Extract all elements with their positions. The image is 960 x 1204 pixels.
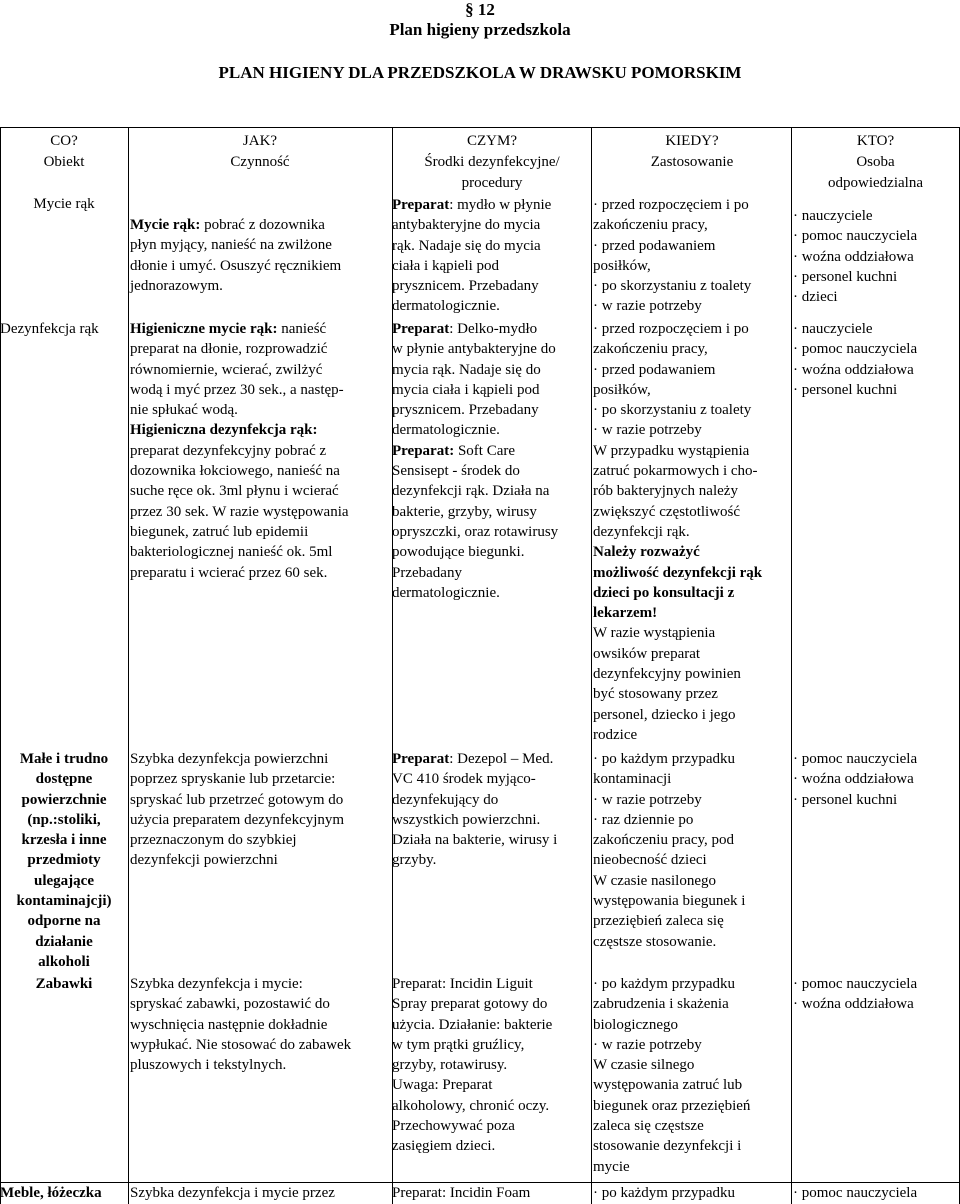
bold-label: Preparat <box>392 321 450 337</box>
cell-line: kontaminajcji) <box>16 893 112 910</box>
cell-line: · po każdym przypadku <box>593 976 736 992</box>
row-who-hand-disinfection <box>793 319 960 400</box>
row-object-furniture <box>0 1183 132 1203</box>
bold-label: Higieniczne mycie rąk: <box>130 321 278 337</box>
header-line: Zastosowanie <box>650 154 734 170</box>
header-line: JAK? <box>242 133 278 149</box>
cell-line: zaleca się częstsze <box>593 1118 704 1135</box>
cell-line: mycia rąk. Nadaje się do <box>392 361 541 378</box>
cell-line: zakończeniu pracy, <box>593 341 708 358</box>
row-agent-hand-washing <box>392 195 592 317</box>
text: : mydło w płynie <box>449 197 552 213</box>
cell-line: nie spłukać wodą. <box>130 402 238 419</box>
bold-label: Preparat: <box>392 442 455 459</box>
cell-line: wodą i myć przez 30 sek., a następ- <box>130 381 344 398</box>
cell-line: dezynfekcji rąk. <box>593 523 690 540</box>
cell-line: grzyby, rotawirusy. <box>392 1057 508 1074</box>
cell-line: Dezynfekcja rąk <box>0 321 99 337</box>
cell-line: być stosowany przez <box>593 686 718 703</box>
cell-line: Mycie rąk <box>33 196 95 212</box>
cell-line: powodujące biegunki. <box>392 544 525 561</box>
cell-line: rąk. Nadaje się do mycia <box>392 237 541 254</box>
cell-line: · pomoc nauczyciela <box>793 751 918 767</box>
cell-line: preparat na dłonie, rozprowadzić <box>130 341 328 358</box>
cell-line: VC 410 środek myjąco- <box>392 771 536 788</box>
cell-line: W razie wystąpienia <box>593 625 716 642</box>
cell-line: dezynfekcji powierzchni <box>130 852 278 869</box>
cell-line: użycia. Działanie: bakterie <box>392 1016 553 1033</box>
cell-line: · woźna oddziałowa <box>793 361 914 378</box>
cell-line: spryskać zabawki, pozostawić do <box>130 996 330 1013</box>
cell-line: dezynfekujący do <box>392 791 499 808</box>
cell-line: pluszowych i tekstylnych. <box>130 1057 287 1074</box>
header-line: KTO? <box>856 133 895 149</box>
column-divider <box>128 127 129 1204</box>
cell-line: przeznaczonym do szybkiej <box>130 832 297 849</box>
row-agent-surfaces <box>392 749 592 871</box>
cell-line: Spray preparat gotowy do <box>392 996 548 1013</box>
header-jak <box>128 131 392 173</box>
cell-line: · woźna oddziałowa <box>793 771 914 788</box>
cell-line: · w razie potrzeby <box>593 791 702 808</box>
cell-line: · personel kuchni <box>793 791 898 808</box>
row-method-hand-disinfection <box>130 319 392 583</box>
cell-line: odporne na <box>27 913 101 930</box>
row-method-surfaces <box>130 749 392 871</box>
header-czym <box>392 131 592 194</box>
cell-line: · przed podawaniem <box>593 237 716 254</box>
header-line: CZYM? <box>467 133 517 149</box>
row-agent-hand-disinfection <box>392 319 592 603</box>
cell-line: · przed rozpoczęciem i po <box>593 321 749 337</box>
cell-line: · pomoc nauczyciela <box>793 228 918 245</box>
table-border-top <box>0 127 960 128</box>
cell-line: mycia ciała i kąpieli pod <box>392 381 540 398</box>
cell-line: mycie <box>593 1158 630 1175</box>
header-line: KIEDY? <box>665 133 719 149</box>
row-who-surfaces <box>793 749 960 810</box>
row-object-hand-washing <box>0 194 128 214</box>
cell-line: Należy rozważyć <box>593 544 700 561</box>
row-when-hand-washing <box>593 195 793 317</box>
cell-line: płyn myjący, nanieść na zwilżone <box>130 237 332 254</box>
cell-line: bakteriologicznej nanieść ok. 5ml <box>130 544 333 561</box>
cell-line: Szybka dezynfekcja powierzchni <box>130 751 329 767</box>
cell-line: dzieci po konsultacji z <box>593 584 735 601</box>
cell-line: przeziębień zaleca się <box>593 913 724 930</box>
cell-line: · w razie potrzeby <box>593 1036 702 1053</box>
cell-line: zasięgiem dzieci. <box>392 1138 496 1155</box>
cell-line: w płynie antybakteryjne do <box>392 341 556 358</box>
cell-line: równomiernie, wcierać, zwilżyć <box>130 361 323 378</box>
cell-line: poprzez spryskanie lub przetarcie: <box>130 771 336 788</box>
cell-line: · w razie potrzeby <box>593 298 702 315</box>
cell-line: stosowanie dezynfekcji i <box>593 1138 742 1155</box>
cell-line: rodzice <box>593 726 638 743</box>
cell-line: · nauczyciele <box>793 321 873 337</box>
cell-line: · po skorzystaniu z toalety <box>593 402 752 419</box>
cell-line: · pomoc nauczyciela <box>793 341 918 358</box>
cell-line: działanie <box>35 933 93 950</box>
cell-line: · w razie potrzeby <box>593 422 702 439</box>
cell-line: alkoholowy, chronić oczy. <box>392 1097 550 1114</box>
cell-line: · po każdym przypadku <box>593 751 736 767</box>
cell-line: zakończeniu pracy, <box>593 217 708 234</box>
text: : Dezepol – Med. <box>449 751 554 767</box>
row-object-toys <box>0 974 128 994</box>
cell-line: · nauczyciele <box>793 208 873 224</box>
cell-line <box>392 195 592 215</box>
document-title: PLAN HIGIENY DLA PRZEDSZKOLA W DRAWSKU POMORSKIM <box>218 63 742 82</box>
cell-line: Higieniczna dezynfekcja rąk: <box>130 422 318 439</box>
cell-line: · przed podawaniem <box>593 361 716 378</box>
header-line: odpowiedzialna <box>828 175 923 191</box>
header-line: CO? <box>50 133 78 149</box>
text: : Delko-mydło <box>449 321 538 337</box>
header-line: Osoba <box>856 154 895 170</box>
cell-line: preparatu i wcierać przez 60 sek. <box>130 564 328 581</box>
cell-line: antybakteryjne do mycia <box>392 217 541 234</box>
cell-line: dermatologicznie. <box>392 584 500 601</box>
cell-line: nieobecność dzieci <box>593 852 707 869</box>
row-method-toys <box>130 974 392 1075</box>
cell-line: grzyby. <box>392 852 437 869</box>
row-method-hand-washing <box>130 215 392 296</box>
row-who-hand-washing <box>793 206 960 307</box>
cell-line: użycia preparatem dezynfekcyjnym <box>130 811 345 828</box>
cell-line: · po skorzystaniu z toalety <box>593 278 752 295</box>
bold-label: Mycie rąk: <box>130 217 201 233</box>
cell-line: Preparat: Incidin Foam <box>392 1185 531 1201</box>
cell-line: przez 30 sek. W razie występowania <box>130 503 349 520</box>
cell-line <box>130 319 392 339</box>
cell-line <box>392 749 592 769</box>
cell-line: występowania biegunek i <box>593 893 746 910</box>
row-agent-toys <box>392 974 592 1157</box>
cell-line: preparat dezynfekcyjny pobrać z <box>130 442 327 459</box>
cell-line: zatruć pokarmowych i cho- <box>593 463 758 480</box>
bold-label: Preparat <box>392 751 450 767</box>
cell-line <box>130 215 392 235</box>
text: pobrać z dozownika <box>204 217 325 233</box>
cell-line: owsików preparat <box>593 645 701 662</box>
cell-line <box>392 441 592 461</box>
row-who-furniture <box>793 1183 960 1203</box>
cell-line: dozownika łokciowego, nanieść na <box>130 463 340 480</box>
cell-line: · przed rozpoczęciem i po <box>593 197 749 213</box>
cell-line: krzesła i inne <box>21 832 107 849</box>
cell-line: posiłków, <box>593 257 651 274</box>
cell-line: zabrudzenia i skażenia <box>593 996 729 1013</box>
text: Soft Care <box>457 442 516 459</box>
cell-line: Działa na bakterie, wirusy i <box>392 832 558 849</box>
cell-line: biegunek oraz przeziębień <box>593 1097 751 1114</box>
cell-line: dezynfekcyjny powinien <box>593 666 741 683</box>
cell-line: przedmioty <box>27 852 101 869</box>
cell-line: dermatologicznie. <box>392 422 500 439</box>
cell-line: ciała i kąpieli pod <box>392 257 500 274</box>
cell-line: dezynfekcji rąk. Działa na <box>392 483 550 500</box>
cell-line: dostępne <box>35 771 93 788</box>
cell-line: wyschnięcia następnie dokładnie <box>130 1016 328 1033</box>
cell-line: Sensisept - środek do <box>392 463 520 480</box>
header-line: Środki dezynfekcyjne/ <box>424 154 560 170</box>
header-line: Czynność <box>230 154 290 170</box>
cell-line: prysznicem. Przebadany <box>392 278 539 295</box>
row-when-furniture <box>593 1183 793 1203</box>
cell-line: suche ręce ok. 3ml płynu i wcierać <box>130 483 339 500</box>
cell-line: · raz dziennie po <box>593 811 694 828</box>
cell-line: · personel kuchni <box>793 268 898 285</box>
table-border-left <box>0 127 1 1204</box>
cell-line: rób bakteryjnych należy <box>593 483 738 500</box>
cell-line: (np.:stoliki, <box>27 811 101 828</box>
cell-line <box>392 319 592 339</box>
cell-line: częstsze stosowanie. <box>593 933 717 950</box>
cell-line: biegunek, zatruć lub epidemii <box>130 523 309 540</box>
cell-line: możliwość dezynfekcji rąk <box>593 564 763 581</box>
cell-line: · woźna oddziałowa <box>793 996 914 1013</box>
row-who-toys <box>793 974 960 1015</box>
cell-line: Zabawki <box>35 976 93 992</box>
cell-line: powierzchnie <box>21 791 107 808</box>
cell-line: prysznicem. Przebadany <box>392 402 539 419</box>
cell-line: ulegające <box>34 872 94 889</box>
row-agent-furniture <box>392 1183 592 1203</box>
header-line: procedury <box>461 175 523 191</box>
cell-line: Małe i trudno <box>19 751 109 767</box>
row-when-hand-disinfection <box>593 319 793 745</box>
cell-line: opryszczki, oraz rotawirusy <box>392 523 559 540</box>
cell-line: dermatologicznie. <box>392 298 500 315</box>
cell-line: Przechowywać poza <box>392 1118 515 1135</box>
header-co <box>0 131 128 173</box>
bold-label: Preparat <box>392 197 450 213</box>
header-kto <box>792 131 959 194</box>
cell-line: spryskać lub przetrzeć gotowym do <box>130 791 344 808</box>
cell-line: personel, dziecko i jego <box>593 706 736 723</box>
cell-line: wypłukać. Nie stosować do zabawek <box>130 1036 352 1053</box>
cell-line: dłonie i umyć. Osuszyć ręcznikiem <box>130 257 342 274</box>
page-number: § 12 <box>465 0 495 19</box>
cell-line: posiłków, <box>593 381 651 398</box>
header-line: Obiekt <box>43 154 85 170</box>
cell-line: Szybka dezynfekcja i mycie przez <box>130 1185 335 1201</box>
cell-line: · personel kuchni <box>793 381 898 398</box>
cell-line: Szybka dezynfekcja i mycie: <box>130 976 303 992</box>
cell-line: jednorazowym. <box>130 277 223 294</box>
cell-line: występowania zatruć lub <box>593 1077 743 1094</box>
cell-line: wszystkich powierzchni. <box>392 811 541 828</box>
cell-line: · po każdym przypadku <box>593 1185 736 1201</box>
cell-line: zwiększyć częstotliwość <box>593 503 741 520</box>
cell-line: W czasie silnego <box>593 1057 695 1074</box>
cell-line: · woźna oddziałowa <box>793 248 914 265</box>
cell-line: W przypadku wystąpienia <box>593 442 750 459</box>
cell-line: kontaminacji <box>593 771 672 788</box>
row-object-surfaces <box>0 749 128 972</box>
row-method-furniture <box>130 1183 392 1203</box>
cell-line: Przebadany <box>392 564 462 581</box>
cell-line: · dzieci <box>793 289 838 306</box>
cell-line: Meble, łóżeczka <box>0 1185 102 1201</box>
header-kiedy <box>592 131 792 173</box>
cell-line: Preparat: Incidin Liguit <box>392 976 533 992</box>
cell-line: bakterie, grzyby, wirusy <box>392 503 537 520</box>
cell-line: zakończeniu pracy, pod <box>593 832 735 849</box>
text: nanieść <box>281 321 327 337</box>
row-when-surfaces <box>593 749 793 952</box>
cell-line: Uwaga: Preparat <box>392 1077 493 1094</box>
cell-line: biologicznego <box>593 1016 678 1033</box>
row-when-toys <box>593 974 793 1177</box>
cell-line: · pomoc nauczyciela <box>793 1185 918 1201</box>
cell-line: w tym prątki gruźlicy, <box>392 1036 525 1053</box>
cell-line: alkoholi <box>38 953 90 970</box>
page-heading: Plan higieny przedszkola <box>389 20 571 39</box>
row-object-hand-disinfection <box>0 319 132 339</box>
cell-line: · pomoc nauczyciela <box>793 976 918 992</box>
cell-line: W czasie nasilonego <box>593 872 717 889</box>
cell-line: lekarzem! <box>593 605 658 622</box>
